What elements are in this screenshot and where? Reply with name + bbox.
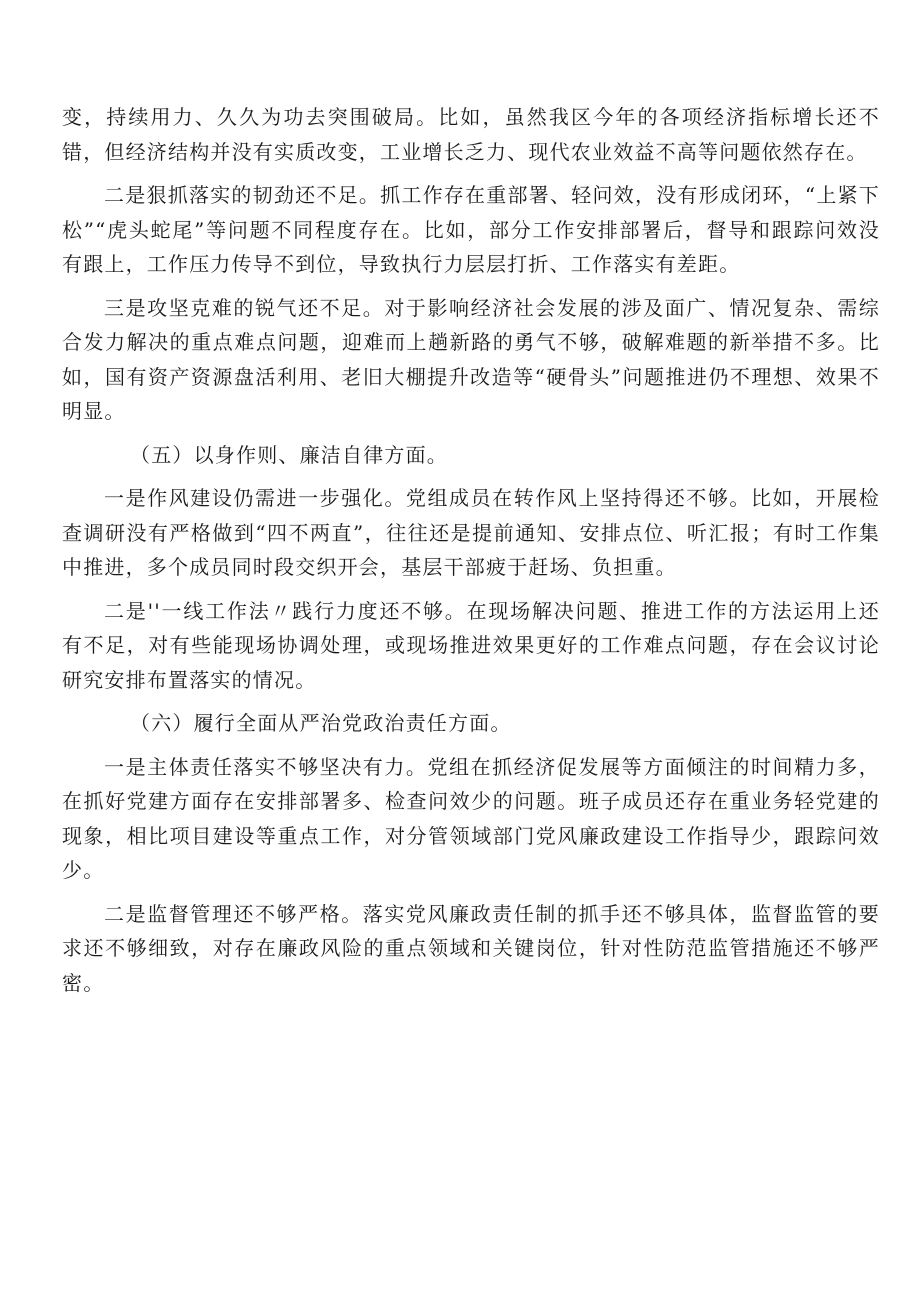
body-paragraph-1: 变，持续用力、久久为功去突围破局。比如，虽然我区今年的各项经济指标增长还不错，但经济结构并没有实质改变，工业增长乏力、现代农业效益不高等问题依然存在。: [62, 105, 880, 164]
section-heading-5: （五）以身作则、廉洁自律方面。: [130, 442, 448, 467]
body-paragraph-4: 一是作风建设仍需进一步强化。党组成员在转作风上坚持得还不够。比如，开展检查调研没有严格做到“四不两直”，往往还是提前通知、安排点位、听汇报；有时工作集中推进，多个成员同时段交织开会，基层干部疲于赶场、负担重。: [62, 486, 880, 579]
body-paragraph-6: 一是主体责任落实不够坚决有力。党组在抓经济促发展等方面倾注的时间精力多，在抓好党建方面存在安排部署多、检查问效少的问题。班子成员还存在重业务轻党建的现象，相比项目建设等重点工作，对分管领域部门党风廉政建设工作指导少，跟踪问效少。: [62, 754, 880, 882]
section-heading-6: （六）履行全面从严治党政治责任方面。: [130, 711, 512, 735]
body-paragraph-5: 二是''一线工作法〃践行力度还不够。在现场解决问题、推进工作的方法运用上还有不足，对有些能现场协调处理，或现场推进效果更好的工作难点问题，存在会议讨论研究安排布置落实的情况。: [62, 598, 880, 692]
body-paragraph-7: 二是监督管理还不够严格。落实党风廉政责任制的抓手还不够具体，监督监管的要求还不够细致，对存在廉政风险的重点领域和关键岗位，针对性防范监管措施还不够严密。: [62, 901, 880, 995]
body-paragraph-3: 三是攻坚克难的锐气还不足。对于影响经济社会发展的涉及面广、情况复杂、需综合发力解决的重点难点问题，迎难而上趟新路的勇气不够，破解难题的新举措不多。比如，国有资产资源盘活利用、老旧大棚提升改造等“硬骨头”问题推进仍不理想、效果不明显。: [62, 295, 880, 423]
body-paragraph-2: 二是狠抓落实的韧劲还不足。抓工作存在重部署、轻问效，没有形成闭环，“上紧下松”“虎头蛇尾”等问题不同程度存在。比如，部分工作安排部署后，督导和跟踪问效没有跟上，工作压力传导不到位，导致执行力层层打折、工作落实有差距。: [62, 183, 880, 276]
